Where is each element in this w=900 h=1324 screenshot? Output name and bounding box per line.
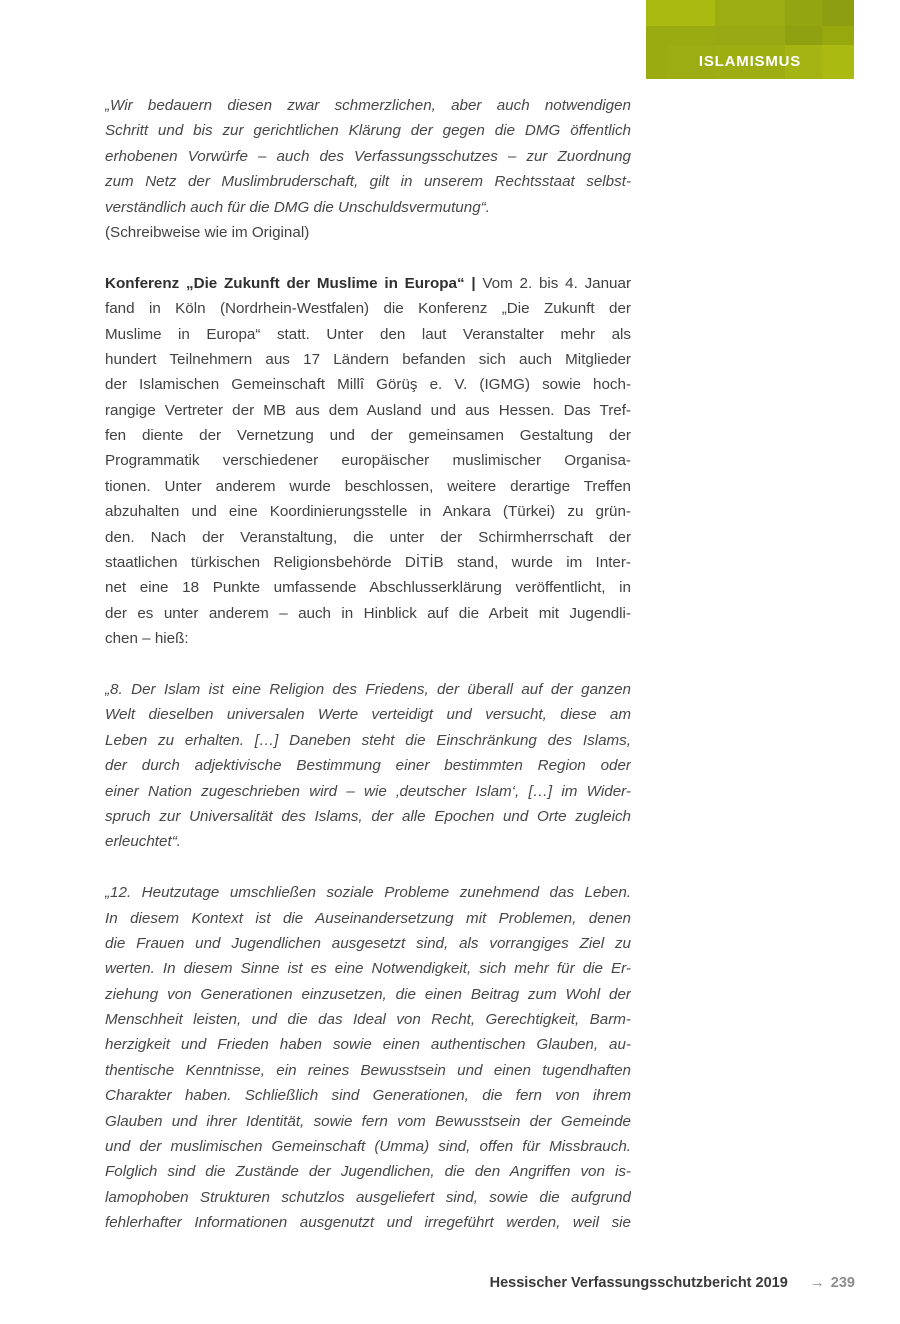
- text-line: der Islamischen Gemeinschaft Millî Görüş e. V. (IGMG) sowie hoch-: [105, 376, 631, 394]
- text-line: fen diente der Vernetzung und der gemeinsamen Gestaltung der: [105, 427, 631, 445]
- text-line: tionen. Unter anderem wurde beschlossen, weitere derartige Treffen: [105, 477, 631, 495]
- text-line: fand in Köln (Nordrhein-Westfalen) die Konferenz „Die Zukunft der: [105, 300, 631, 318]
- text-line: der durch adjektivische Bestimmung einer bestimmten Region oder: [105, 757, 631, 775]
- text-line: „Wir bedauern diesen zwar schmerzlichen, aber auch notwendigen: [105, 97, 631, 114]
- text-line: abzuhalten und eine Koordinierungsstelle in Ankara (Türkei) zu grün-: [105, 503, 631, 521]
- text-line: die Frauen und Jugendlichen ausgesetzt sind, als vorrangiges Ziel zu: [105, 934, 631, 952]
- text-line: spruch zur Universalität des Islams, der alle Epochen und Orte zugleich: [105, 807, 631, 825]
- quote-dmg: [105, 93, 631, 220]
- text-line: fehlerhafter Informationen ausgenutzt und irregeführt werden, weil sie: [105, 1214, 631, 1232]
- text-line: „8. Der Islam ist eine Religion des Friedens, der überall auf der ganzen: [105, 680, 631, 698]
- schreibweise-note: [105, 220, 631, 245]
- text-line: Folglich sind die Zustände der Jugendlichen, die den Angriffen von is-: [105, 1163, 631, 1181]
- text-line: chen – hieß:: [105, 630, 189, 648]
- text-line: herzigkeit und Frieden haben sowie einen authentischen Glauben, au-: [105, 1036, 631, 1054]
- text-line: Charakter haben. Schließlich sind Generationen, die fern von ihrem: [105, 1087, 631, 1105]
- text-line: hundert Teilnehmern aus 17 Ländern befanden sich auch Mitglieder: [105, 350, 631, 368]
- quote-point-12: [105, 880, 631, 1235]
- text-line: Konferenz „Die Zukunft der Muslime in Europa“ | Vom 2. bis 4. Januar: [105, 274, 631, 292]
- arrow-right-icon: →: [809, 1274, 825, 1291]
- page-footer: [490, 1274, 855, 1291]
- section-label: ISLAMISMUS: [698, 53, 802, 70]
- text-line: der es unter anderem – auch in Hinblick auf die Arbeit mit Jugendli-: [105, 604, 631, 622]
- text-line: einer Nation zugeschrieben wird – wie ‚deutscher Islam‘, […] im Wider-: [105, 782, 631, 800]
- mosaic-tile: [667, 0, 715, 26]
- paragraph-lead-bold: Konferenz „Die Zukunft der Muslime in Europa“ |: [105, 274, 483, 292]
- text-line: (Schreibweise wie im Original): [105, 223, 310, 241]
- text-line: verständlich auch für die DMG die Unschuldsvermutung“.: [105, 198, 490, 216]
- text-line: ziehung von Generationen einzusetzen, die einen Beitrag zum Wohl der: [105, 985, 631, 1003]
- article: [105, 93, 631, 1236]
- mosaic-tile: [715, 0, 785, 26]
- mosaic-tile: [715, 26, 785, 45]
- text-line: Welt dieselben universalen Werte verteidigt und versucht, diese am: [105, 706, 631, 724]
- mosaic-tile: [646, 26, 715, 45]
- mosaic-tile: [822, 26, 854, 45]
- text-line: staatlichen türkischen Religionsbehörde DİTİB stand, wurde im Inter-: [105, 554, 631, 572]
- text-line: Leben zu erhalten. […] Daneben steht die Einschränkung des Islams,: [105, 731, 631, 749]
- text-line: Schritt und bis zur gerichtlichen Klärung der gegen die DMG öffentlich: [105, 122, 631, 140]
- text-line: erhobenen Vorwürfe – auch des Verfassungsschutzes – zur Zuordnung: [105, 147, 631, 165]
- section-header-mosaic: [646, 0, 854, 79]
- text-line: Glauben und ihrer Identität, sowie fern vom Bewusstsein der Gemeinde: [105, 1112, 631, 1130]
- footer-report-title: Hessischer Verfassungsschutzbericht 2019: [489, 1275, 788, 1291]
- quote-point-8: [105, 677, 631, 855]
- konferenz-report: [105, 271, 631, 652]
- text-line: „12. Heutzutage umschließen soziale Probleme zunehmend das Leben.: [105, 884, 631, 902]
- footer-page-number: 239: [830, 1275, 855, 1291]
- text-line: Programmatik verschiedener europäischer muslimischer Organisa-: [105, 452, 631, 470]
- text-line: In diesem Kontext ist die Auseinandersetzung mit Problemen, denen: [105, 909, 631, 927]
- text-line: rangige Vertreter der MB aus dem Ausland und aus Hessen. Das Tref-: [105, 401, 631, 419]
- text-line: den. Nach der Veranstaltung, die unter der Schirmherrschaft der: [105, 528, 631, 546]
- text-line: zum Netz der Muslimbruderschaft, gilt in unserem Rechtsstaat selbst-: [105, 173, 631, 191]
- mosaic-tile: [785, 26, 822, 45]
- text-line: lamophoben Strukturen schutzlos ausgeliefert sind, sowie die aufgrund: [105, 1188, 631, 1206]
- text-line: und der muslimischen Gemeinschaft (Umma) sind, offen für Missbrauch.: [105, 1138, 631, 1156]
- text-line: net eine 18 Punkte umfassende Abschlusserklärung veröffentlicht, in: [105, 579, 631, 597]
- text-line: erleuchtet“.: [105, 833, 181, 851]
- text-line: Muslime in Europa“ statt. Unter den laut Veranstalter mehr als: [105, 325, 631, 343]
- mosaic-tile: [785, 0, 822, 26]
- text-line: Menschheit leisten, und die das Ideal von Recht, Gerechtigkeit, Barm-: [105, 1011, 631, 1029]
- mosaic-tile: [822, 0, 854, 26]
- text-line: werten. In diesem Sinne ist es eine Notwendigkeit, sich mehr für die Er-: [105, 960, 631, 978]
- mosaic-tile: [646, 0, 667, 26]
- text-line: thentische Kenntnisse, ein reines Bewusstsein und einen tugendhaften: [105, 1061, 631, 1079]
